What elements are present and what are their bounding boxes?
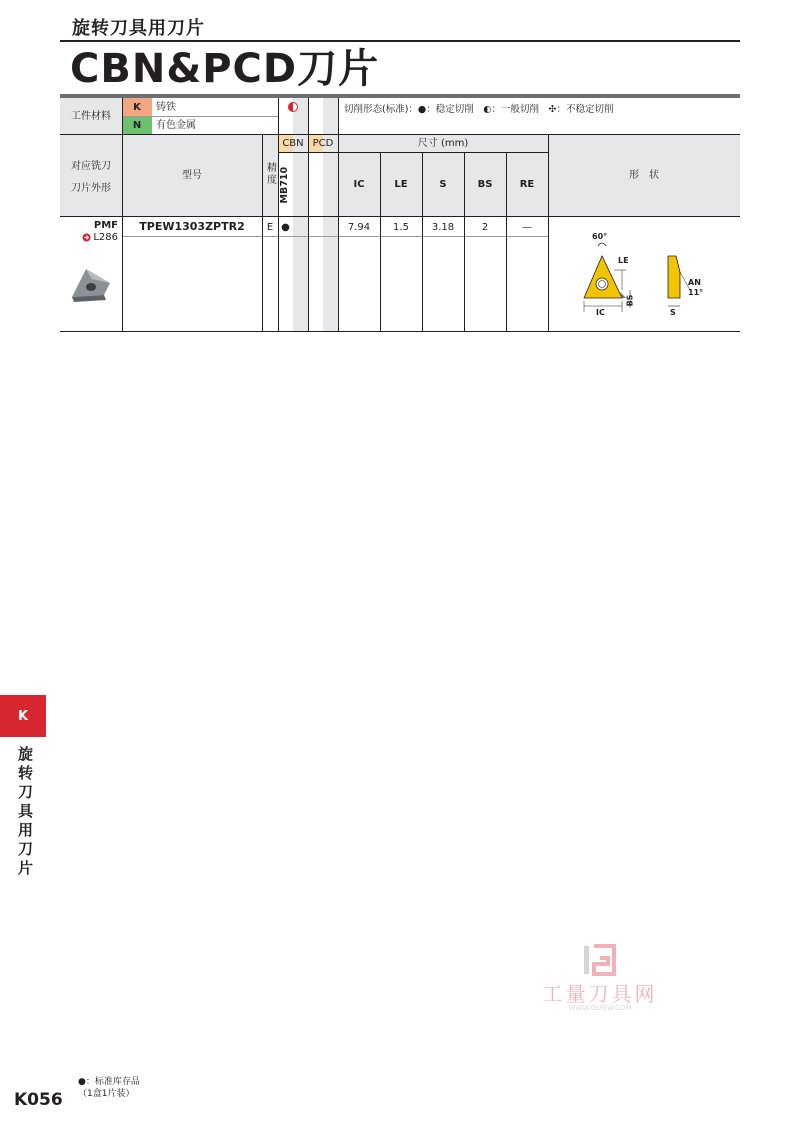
grade-label: MB710 [279,166,291,204]
dim-col-le: LE [394,178,408,190]
pcd-header: PCD [312,137,334,149]
grid-line [278,98,279,332]
angle-label: 60° [592,232,608,241]
watermark-url: WWW.GLRJW.COM [568,1004,632,1012]
an-label: AN [688,278,701,287]
cutter-name: PMF [93,219,118,231]
cutting-legend: 切削形态(标准)：●：稳定切削 ◐：一般切削 ✣：不稳定切削 [344,103,614,115]
bs-label: BS [625,294,635,307]
le-label: LE [618,256,629,265]
grid-line [548,134,549,332]
footer-note-line2: （1盒1片装） [78,1089,135,1099]
dim-re-value: — [522,221,532,233]
shape-header: 形 状 [629,169,659,181]
cbn-stock-cell: ● [281,221,290,233]
precision-cell: E [266,221,274,233]
dim-col-bs: BS [477,178,493,190]
grid-line [60,134,740,135]
precision-header: 精度 [264,162,276,186]
model-cell: TPEW1303ZPTR2 [139,219,245,233]
watermark [530,944,670,1014]
footer-note [78,1076,140,1100]
ic-label: IC [596,308,605,317]
watermark-text: 工量刀具网 [542,982,658,1006]
grid-line [122,116,278,117]
material-code-k: K [122,98,152,116]
work-material-label: 工件材料 [71,110,111,122]
material-name-k: 铸铁 [156,101,176,113]
material-name-n: 有色金属 [156,119,196,131]
sidebar-label: 旋转刀具用刀片 [18,745,34,877]
dims-header: 尺寸 (mm) [417,137,469,149]
grid-line [506,152,507,332]
grid-line [380,152,381,332]
insert-image [66,264,114,306]
dim-col-ic: IC [353,178,365,190]
grid-line [338,152,548,153]
dim-s-value: 3.18 [431,221,455,233]
grid-line [262,134,263,332]
pcd-stock-cell [308,216,338,238]
model-header: 型号 [182,169,202,181]
material-code-n: N [122,116,152,134]
page-ref: L286 [93,231,118,243]
page-title: CBN&PCD刀片 [70,46,380,92]
title-rule [60,40,740,42]
dim-col-re: RE [519,178,535,190]
grade-header [278,154,293,216]
cutter-label-1: 对应铣刀 [71,161,111,172]
grid-line [464,152,465,332]
cbn-header: CBN [282,137,304,149]
dim-bs-value: 2 [481,221,489,233]
cutter-label-2: 刀片外形 [71,183,111,194]
grid-line [338,98,339,332]
cutting-general-icon [278,98,308,116]
dim-ic-value: 7.94 [347,221,371,233]
insert-shape-diagram [570,232,730,322]
an-value-label: 11° [688,288,704,297]
grid-line [422,152,423,332]
sidebar-tab-k[interactable]: K [0,695,46,737]
grid-line [60,331,740,332]
section-title: 旋转刀具用刀片 [72,18,205,39]
arrow-circle-icon [82,233,91,242]
watermark-logo [580,944,620,978]
grid-line [308,98,309,332]
grid-line [122,236,548,237]
cutter-header [60,152,122,204]
grid-line [60,216,740,217]
product-table [60,98,740,332]
s-label: S [670,308,676,317]
page-number: K056 [14,1090,63,1110]
dim-col-s: S [439,178,447,190]
dim-le-value: 1.5 [393,221,409,233]
grid-line [122,98,123,332]
footer-note-line1: ●：标准库存品 [78,1077,140,1087]
page-ref-link[interactable] [60,230,118,244]
